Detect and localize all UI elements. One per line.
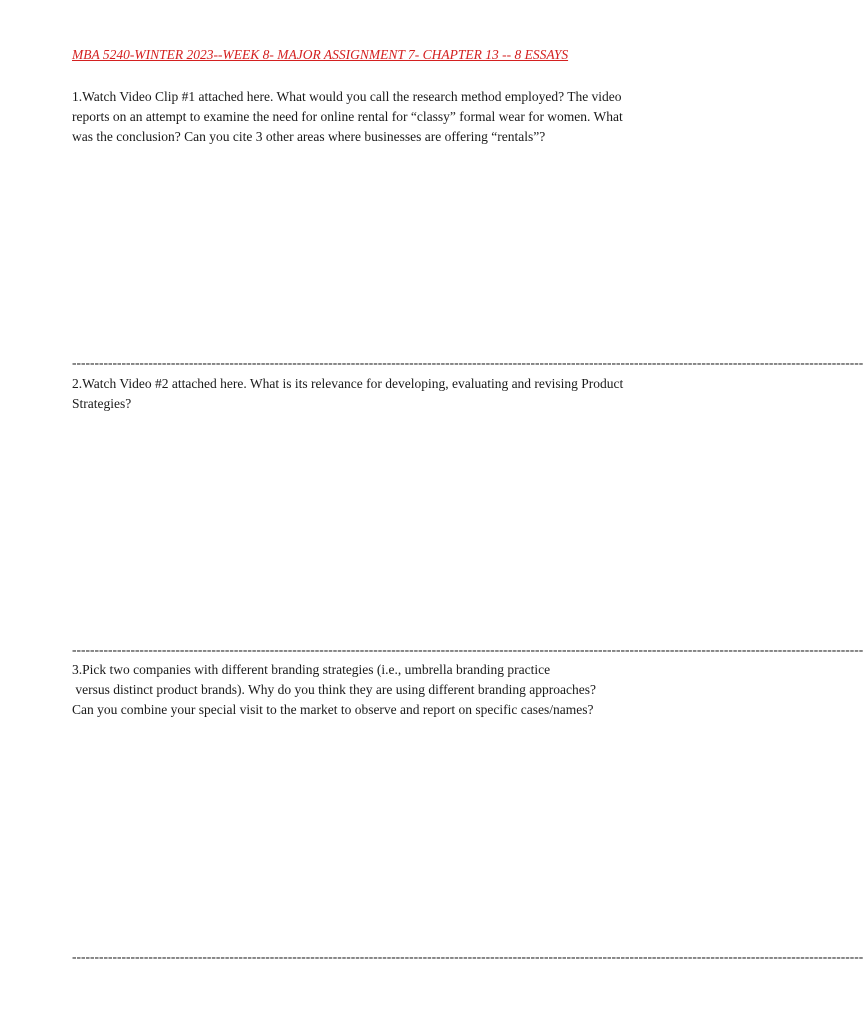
question-3-line-2: versus distinct product brands). Why do you think they are using different branding approaches? xyxy=(72,682,596,697)
question-1-line-1: 1.Watch Video Clip #1 attached here. What would you call the research method employed? The video xyxy=(72,89,622,104)
question-2 xyxy=(72,374,702,414)
document-title: MBA 5240-WINTER 2023--WEEK 8- MAJOR ASSIGNMENT 7- CHAPTER 13 -- 8 ESSAYS xyxy=(72,47,569,62)
separator-1: -------------------------------------------------------------------------------------------------------------------------------------------------------------------------------- xyxy=(72,355,863,370)
question-2-line-1: 2.Watch Video #2 attached here. What is its relevance for developing, evaluating and revising Product xyxy=(72,376,624,391)
question-1 xyxy=(72,87,702,147)
question-2-line-2: Strategies? xyxy=(72,396,132,411)
question-1-line-3: was the conclusion? Can you cite 3 other areas where businesses are offering “rentals”? xyxy=(72,129,546,144)
question-3-line-1: 3.Pick two companies with different branding strategies (i.e., umbrella branding practice xyxy=(72,662,551,677)
question-3-line-3: Can you combine your special visit to the market to observe and report on specific cases/names? xyxy=(72,702,594,717)
question-1-line-2: reports on an attempt to examine the need for online rental for “classy” formal wear for women. What xyxy=(72,109,623,124)
question-3 xyxy=(72,660,702,720)
separator-3: -------------------------------------------------------------------------------------------------------------------------------------------------------------------------------- xyxy=(72,949,863,964)
separator-2: -------------------------------------------------------------------------------------------------------------------------------------------------------------------------------- xyxy=(72,642,863,657)
